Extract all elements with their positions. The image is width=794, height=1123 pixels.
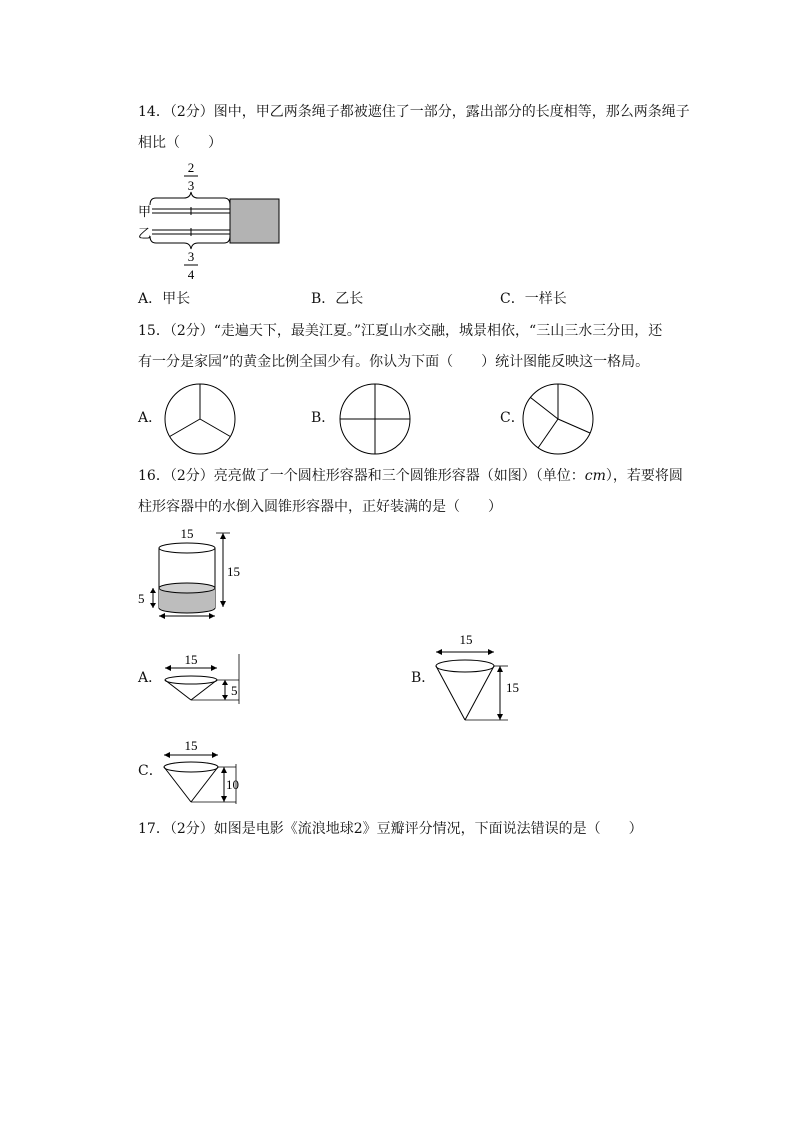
q14-bottom-fraction-numerator: 3 [187, 249, 195, 264]
q16-option-c-label[interactable]: C． [138, 763, 163, 779]
q16-option-a-diameter: 15 [184, 652, 198, 667]
q15-option-a[interactable]: A． [138, 410, 163, 426]
q16-option-b-cone[interactable] [428, 628, 528, 724]
q16-option-c-cone[interactable] [158, 734, 248, 806]
q16-cylinder-top [159, 543, 215, 553]
q16-cylinder-water-label: 5 [138, 591, 145, 606]
q15-pie-c[interactable] [521, 382, 595, 456]
q16-option-b-height: 15 [506, 680, 519, 695]
q14-top-brace [150, 192, 230, 205]
q14-label-jia: 甲 [138, 204, 152, 219]
q15-text-line1: 15．（2分）“走遍天下，最美江夏。”江夏山水交融，城景相依，“三山三水三分田，还 [138, 323, 663, 339]
q16-option-c-height: 10 [226, 777, 239, 792]
q16-text-line2: 柱形容器中的水倒入圆锥形容器中，正好装满的是（ ） [138, 499, 502, 515]
q16-text-line1-post: ），若要将圆 [605, 468, 683, 484]
q14-rope-figure [134, 158, 284, 284]
q16-option-a-cone[interactable] [155, 650, 247, 706]
q16-cylinder-diameter-label: 15 [180, 526, 194, 541]
q16-option-c-diameter: 15 [184, 738, 198, 753]
q16-text-line1-pre: 16．（2分）亮亮做了一个圆柱形容器和三个圆锥形容器（如图）（单位： [138, 468, 585, 484]
q16-unit: cm [584, 468, 606, 484]
q14-bottom-brace [150, 236, 230, 249]
q14-option-c[interactable]: C．一样长 [500, 291, 567, 307]
q17-text-line1: 17．（2分）如图是电影《流浪地球2》豆瓣评分情况，下面说法错误的是（ ） [138, 821, 643, 837]
q14-top-fraction-denominator: 3 [187, 178, 195, 193]
q16-option-a-height: 5 [231, 683, 238, 698]
q15-pie-a[interactable] [163, 382, 237, 456]
q14-label-yi: 乙 [138, 226, 152, 241]
q14-top-fraction-numerator: 2 [187, 160, 195, 175]
q15-text-line2: 有一分是家园”的黄金比例全国少有。你认为下面（ ）统计图能反映这一格局。 [138, 354, 650, 370]
q16-text-line1 [138, 466, 683, 486]
q14-option-a[interactable]: A．甲长 [138, 291, 191, 307]
q16-cylinder-figure [134, 522, 246, 622]
q14-option-b[interactable]: B．乙长 [311, 291, 364, 307]
q14-text-line2: 相比（ ） [138, 135, 222, 151]
q16-option-b-diameter: 15 [459, 632, 473, 647]
q14-text-line1: 14．（2分）图中，甲乙两条绳子都被遮住了一部分，露出部分的长度相等，那么两条绳子 [138, 104, 690, 120]
q14-cover-box [230, 199, 279, 243]
q16-cylinder-height-label: 15 [227, 564, 240, 579]
q15-option-c[interactable]: C． [500, 410, 525, 426]
q15-pie-b[interactable] [338, 382, 412, 456]
q15-option-b[interactable]: B． [311, 410, 336, 426]
q14-bottom-fraction-denominator: 4 [187, 267, 195, 282]
q16-option-a-label[interactable]: A． [138, 670, 163, 686]
q16-option-b-label[interactable]: B． [411, 670, 436, 686]
